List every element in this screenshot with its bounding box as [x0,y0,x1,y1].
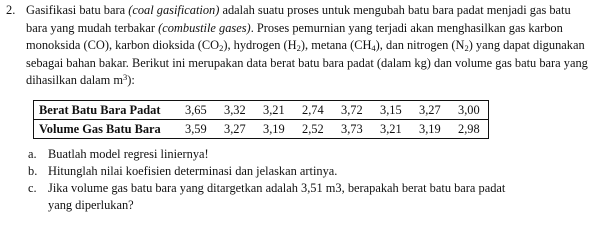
question-a [28,146,528,163]
subscript: 4 [371,43,376,53]
table-cell: 3,21 [259,101,298,120]
table-cell: 3,27 [415,101,454,120]
intro-text: . Proses pemurnian yang terjadi akan menghasilkan gas karbon monoksida (CO), karbon dioksida (CO [26,20,563,52]
subscript: 2 [219,43,224,53]
question-label: b. [28,164,38,178]
intro-text: ), hydrogen (H [223,38,297,52]
table-cell: 3,72 [337,101,376,120]
table-row [34,120,489,139]
problem-statement [26,2,588,90]
question-c [28,180,528,214]
intro-text: Gasifikasi batu bara [26,3,129,17]
intro-text: ), dan nitrogen (N [375,38,465,52]
table-cell: 3,27 [220,120,259,139]
question-text: Buatlah model regresi liniernya! [48,147,209,161]
table-cell: 3,21 [376,120,415,139]
table-cell: 3,32 [220,101,259,120]
table-cell: 2,74 [298,101,337,120]
table-cell: 2,98 [454,120,489,139]
table-cell: 3,59 [181,120,220,139]
row-header-weight: Berat Batu Bara Padat [34,101,182,120]
superscript: 3 [123,72,128,82]
intro-text: adalah suatu proses untuk mengubah batu bara padat menjadi gas batu bara yang mudah terbakar [26,3,571,35]
subscript: 2 [464,43,469,53]
subscript: 2 [296,43,301,53]
question-text: Hitunglah nilai koefisien determinasi dan jelaskan artinya. [48,164,338,178]
table-row [34,101,489,120]
table-cell: 3,19 [415,120,454,139]
table-cell: 3,19 [259,120,298,139]
question-text: Jika volume gas batu bara yang ditargetkan adalah 3,51 m3, berapakah berat batu bara padat yang diperlukan? [48,181,506,212]
row-header-volume: Volume Gas Batu Bara [34,120,182,139]
question-label: c. [28,181,37,195]
question-b [28,163,528,180]
question-label: a. [28,147,37,161]
intro-text: ), metana (CH [300,38,372,52]
table-cell: 3,00 [454,101,489,120]
table-cell: 3,65 [181,101,220,120]
intro-italic-term: (coal gasification) [128,3,220,17]
table-cell: 2,52 [298,120,337,139]
data-table [33,100,489,139]
intro-italic-term: (combustile gases) [158,20,251,35]
table-cell: 3,73 [337,120,376,139]
intro-text: ): [127,73,135,87]
problem-number: 2. [6,3,16,17]
table-cell: 3,15 [376,101,415,120]
intro-text: ) yang dapat digunakan sebagai bahan bakar. Berikut ini merupakan data berat batu bara padat (dalam kg) dan volume gas batu bara yang dihasilkan dalam m [26,38,588,87]
